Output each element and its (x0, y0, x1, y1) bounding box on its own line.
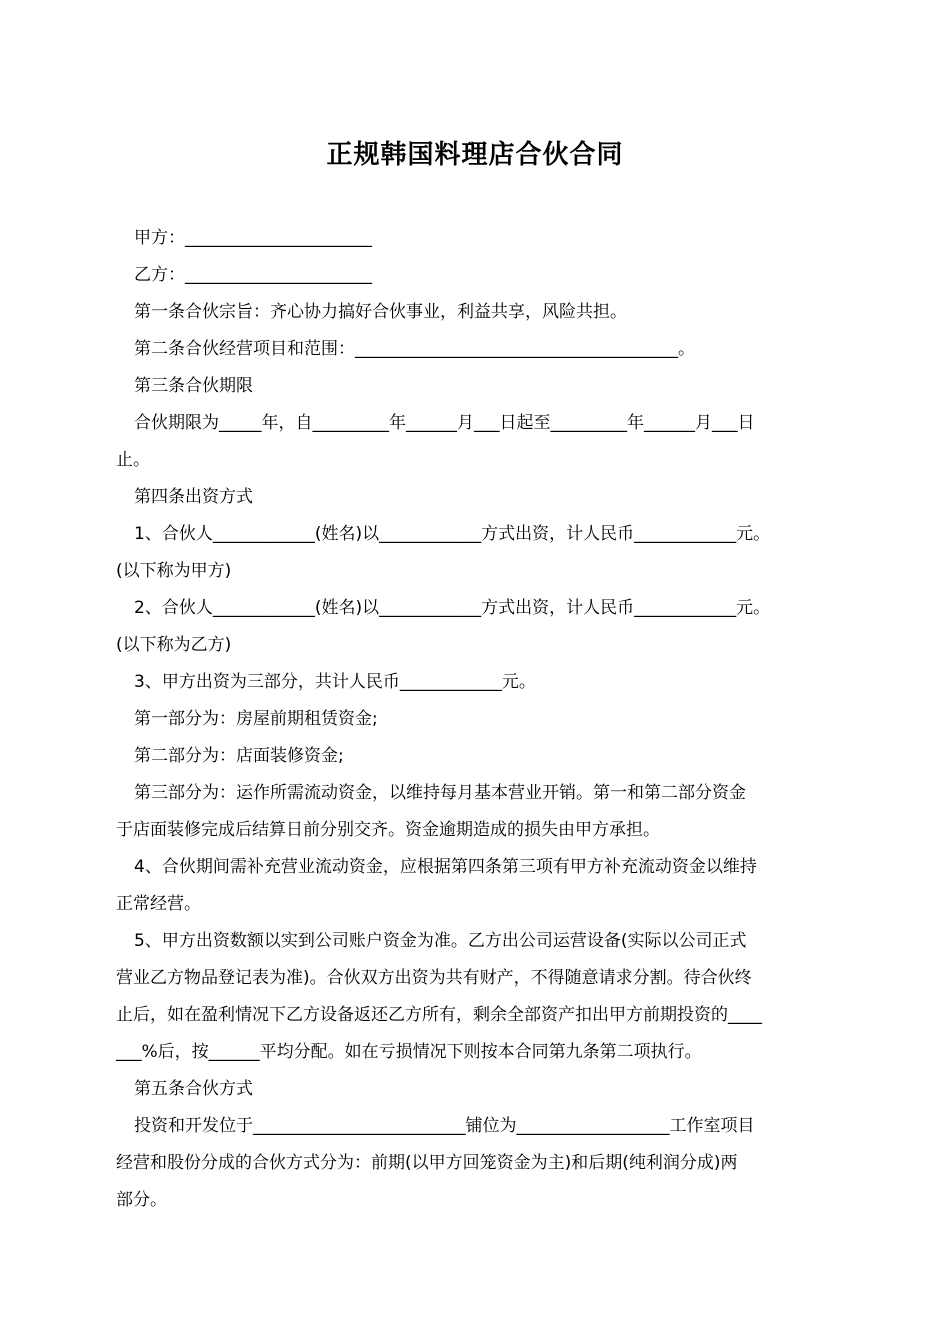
part-1: 第一部分为：房屋前期租赁资金; (134, 709, 378, 729)
document-body (116, 220, 838, 1219)
party-a-line: 甲方：______________________ (134, 228, 372, 248)
term-line: 合伙期限为_____年，自_________年______月___日起至_________年______月___日 (134, 413, 755, 433)
contribution-1-note: (以下称为甲方) (116, 561, 232, 581)
contribution-5-line-4: ___%后，按______平均分配。如在亏损情况下则按本合同第九条第二项执行。 (116, 1042, 702, 1062)
contribution-5-line-2: 营业乙方物品登记表为准)。合伙双方出资为共有财产，不得随意请求分割。待合伙终 (116, 968, 752, 988)
contribution-4-continued: 正常经营。 (116, 894, 201, 914)
article-2: 第二条合伙经营项目和范围：______________________________________。 (134, 339, 695, 359)
part-3: 第三部分为：运作所需流动资金，以维持每月基本营业开销。第一和第二部分资金 (134, 783, 746, 803)
document-title: 正规韩国料理店合伙合同 (326, 140, 624, 170)
contribution-5-line-3: 止后，如在盈利情况下乙方设备返还乙方所有，剩余全部资产扣出甲方前期投资的____ (116, 1005, 762, 1025)
part-2: 第二部分为：店面装修资金; (134, 746, 344, 766)
contribution-1: 1、合伙人____________(姓名)以____________方式出资，计人民币____________元。 (134, 524, 771, 544)
part-3-continued: 于店面装修完成后结算日前分别交齐。资金逾期造成的损失由甲方承担。 (116, 820, 660, 840)
term-line-continued: 止。 (116, 450, 150, 470)
contribution-2-note: (以下称为乙方) (116, 635, 232, 655)
contribution-5: 5、甲方出资数额以实到公司账户资金为准。乙方出公司运营设备(实际以公司正式 (134, 931, 747, 951)
article-5-heading: 第五条合伙方式 (134, 1079, 253, 1099)
contribution-2: 2、合伙人____________(姓名)以____________方式出资，计人民币____________元。 (134, 598, 771, 618)
article-1: 第一条合伙宗旨：齐心协力搞好合伙事业，利益共享，风险共担。 (134, 302, 627, 322)
partnership-method-line-2: 经营和股份分成的合伙方式分为：前期(以甲方回笼资金为主)和后期(纯利润分成)两 (116, 1153, 738, 1173)
partnership-method-line-3: 部分。 (116, 1190, 167, 1210)
partnership-method: 投资和开发位于_________________________铺位为__________________工作室项目 (134, 1116, 755, 1136)
party-b-line: 乙方：______________________ (134, 265, 372, 285)
article-4-heading: 第四条出资方式 (134, 487, 253, 507)
contribution-4: 4、合伙期间需补充营业流动资金，应根据第四条第三项有甲方补充流动资金以维持 (134, 857, 757, 877)
contribution-3: 3、甲方出资为三部分，共计人民币____________元。 (134, 672, 536, 692)
article-3-heading: 第三条合伙期限 (134, 376, 253, 396)
